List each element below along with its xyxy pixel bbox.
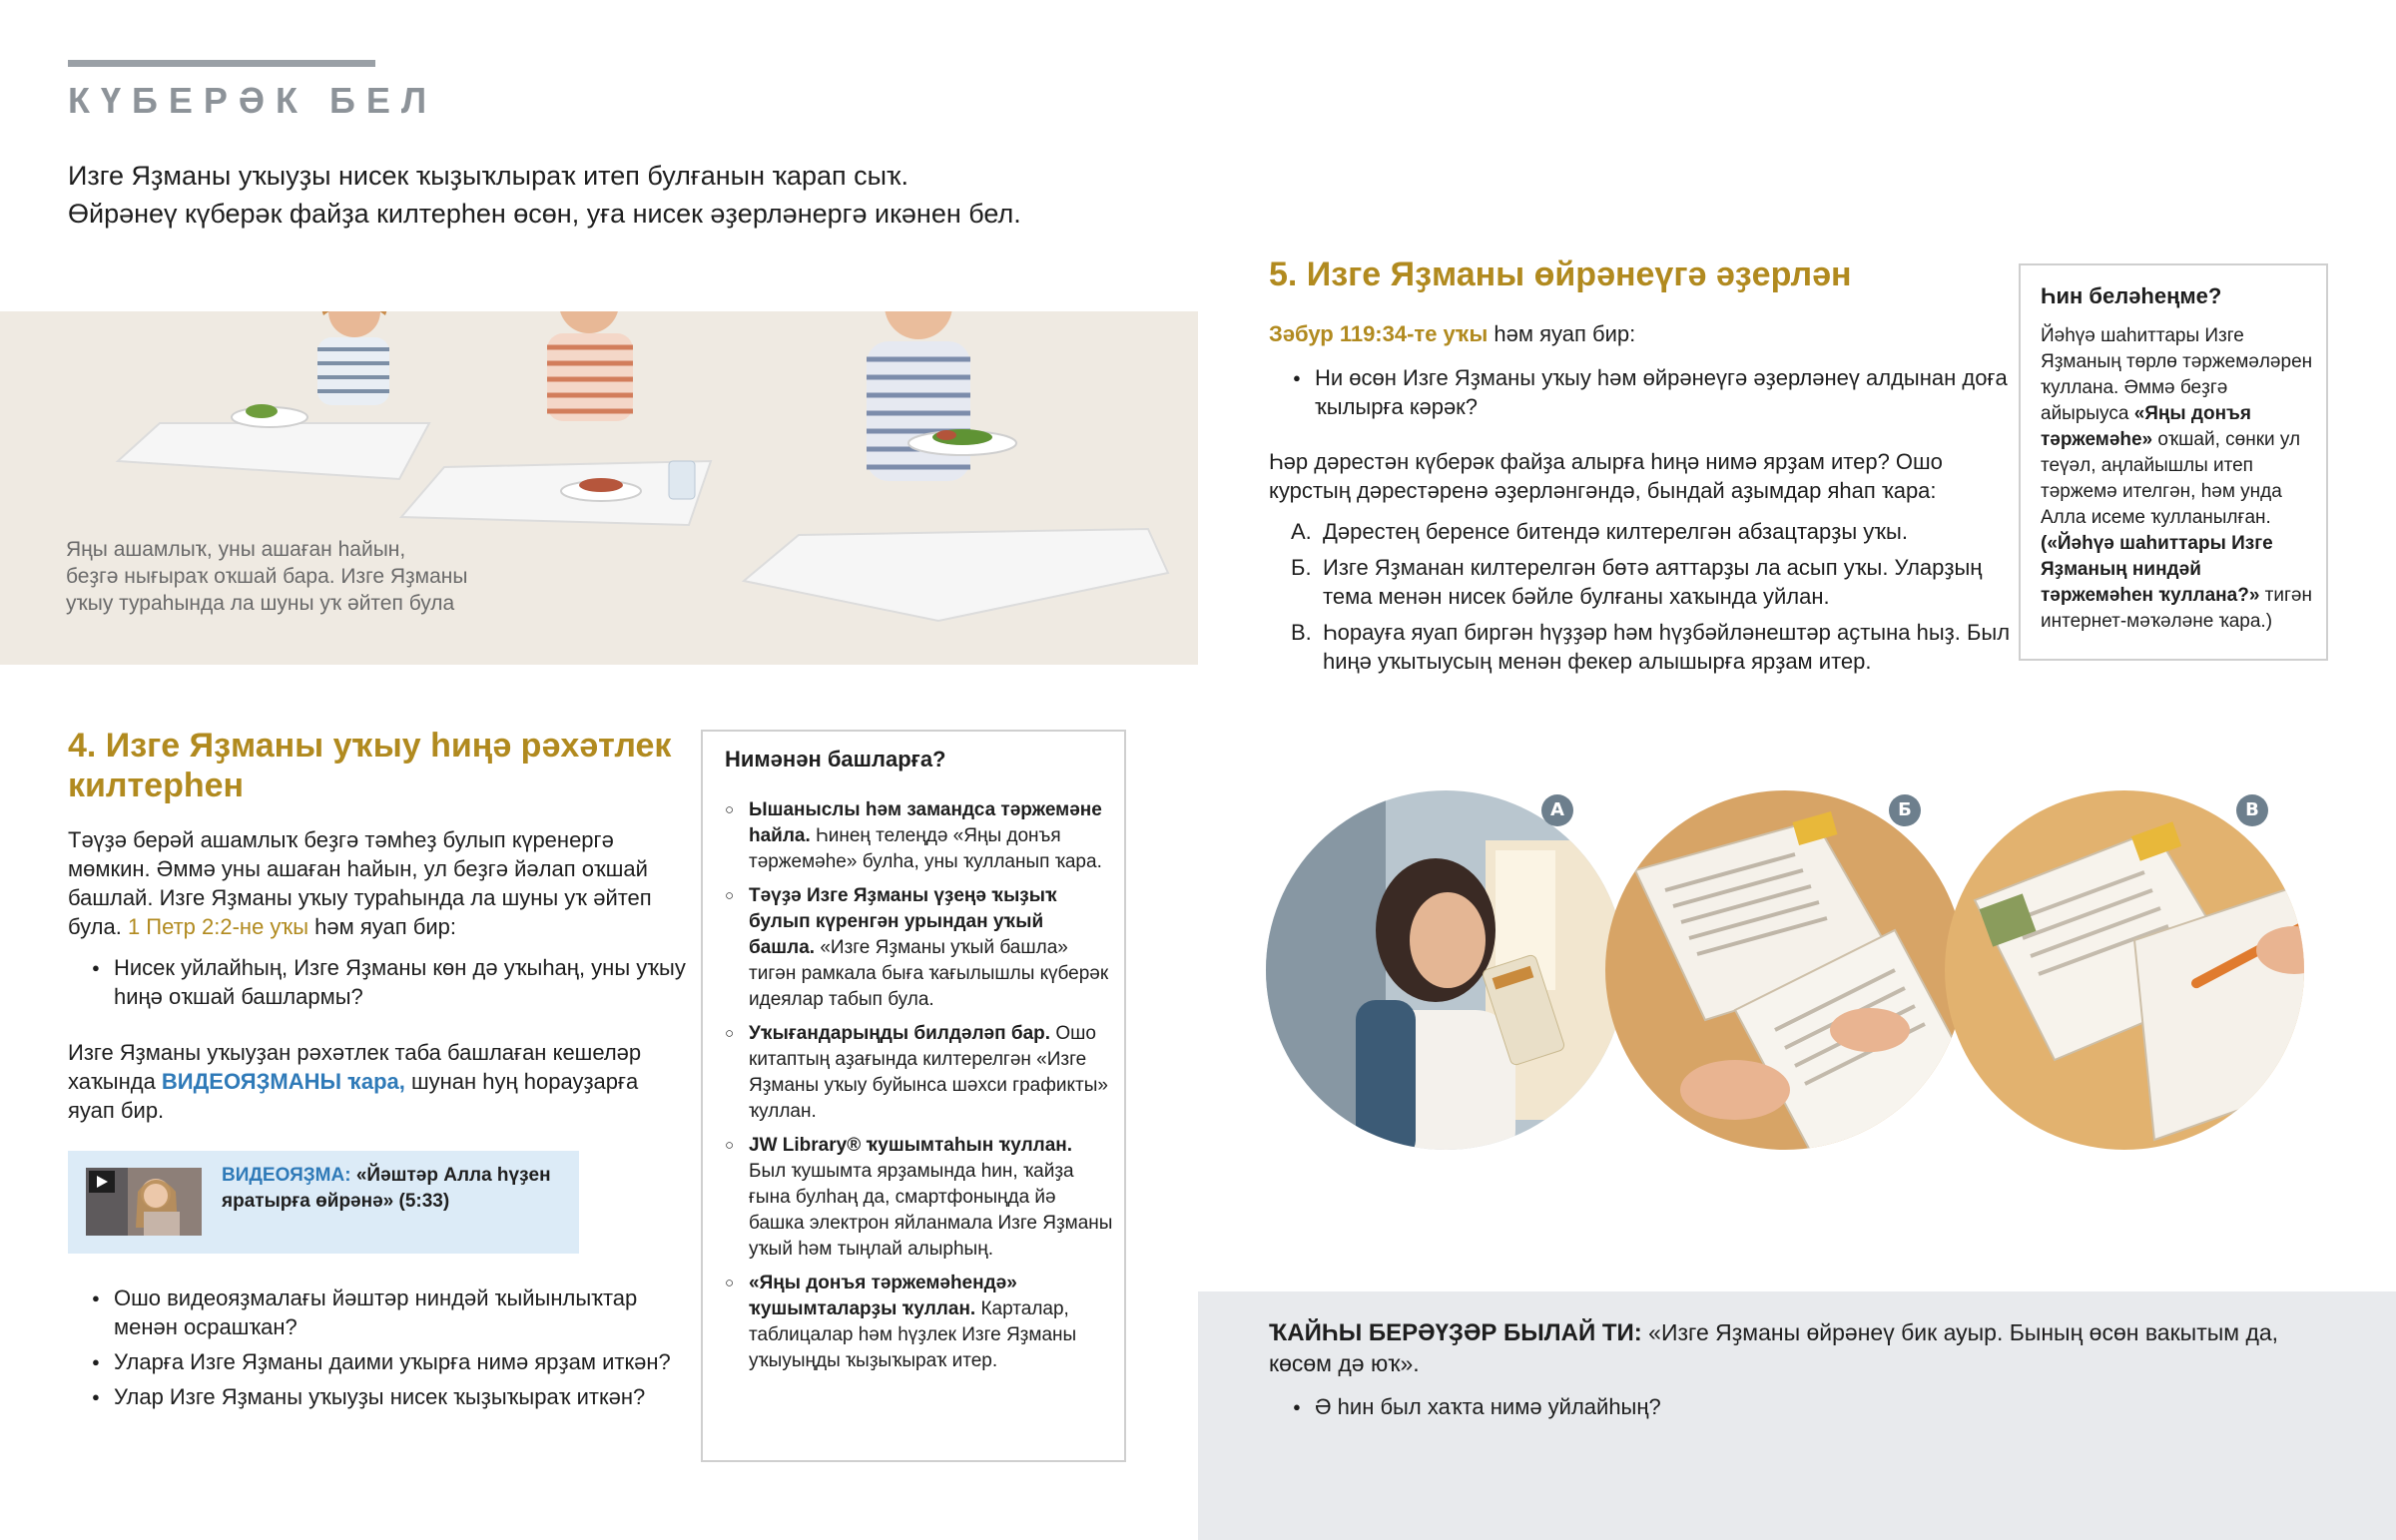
study-steps-circles [1256,780,2344,1160]
list-item-text: Карталар, таблицалар һәм һүҙлек Изге Яҙманы уҡыуыңды ҡыҙыҡыраҡ итер. [749,1298,1077,1371]
section-5-question-list [1269,363,2028,421]
step-item [1269,553,2028,611]
where-to-start-title: Нимәнән башларға? [725,747,946,771]
list-item [725,1133,1114,1263]
objection-question-list [1269,1392,2167,1421]
video-thumbnail-image [86,1168,202,1236]
section-5-paragraph: Һәр дәрестән күберәк файҙа алырға һиңә нимә ярҙам итер? Ошо курстың дәрестәренә әҙерләнгәндә, бындай аҙымдар яһап ҡара: [1269,449,1943,503]
photo-caption [66,536,485,617]
study-steps-illustrations [1256,780,2344,1160]
badge-c: В [2236,794,2268,826]
intro-line-2: Өйрәнеү күберәк файҙа килтерһен өсөн, уға нисек әҙерләнергә икәнен бел. [68,199,1021,229]
list-item: ● Ә һин был хаҡта нимә уйлайһың? [1269,1392,2167,1421]
list-item-bold: Ышаныслы һәм замандса тәржемәне һайла. [749,799,1102,846]
section-5-steps [1269,517,2028,683]
step-item [1269,618,2028,676]
caption-line-1: Яңы ашамлыҡ, уны ашаған һайын, [66,538,406,561]
list-item [725,1271,1114,1374]
list-item: ● Нисек уйлайһың, Изге Яҙманы көн дә уҡыһаң, уны уҡыу һиңә оҡшай башлармы? [68,953,687,1011]
section-4-question-list-1 [68,953,687,1011]
circle-a-girl-reading [1256,780,1635,1160]
step-letter: В. [1291,620,1312,645]
list-item-bold: JW Library® ҡушымтаһын ҡуллан. [749,1135,1073,1156]
circle-b-reading-verses [1605,780,1985,1160]
did-you-know-text-mid: оҡшай, сөнки ул теүәл, аңлайышлы итеп тәржемә ителгән, һәм унда Алла исеме ҡулланылған. [2041,429,2301,528]
caption-line-3: уҡыу тураһында ла шуны уҡ әйтеп була [66,592,455,615]
section-4-question-list-2 [68,1283,687,1417]
objection-quote: «Изге Яҙманы өйрәнеү бик ауыр. Бының өсөн вакытым да, көсөм дә юҡ». [1269,1319,2279,1376]
intro-text [68,157,1216,233]
step-text: Изге Яҙманан килтерелгән бөтә аяттарҙы ла асып уҡы. Уларҙың тема менән нисек бәйле булғаны хаҡында уйлан. [1323,555,1983,609]
video-caption[interactable] [222,1163,561,1215]
intro-line-1: Изге Яҙманы уҡыуҙы нисек ҡыҙыҡлыраҡ итеп булғанын ҡарап сыҡ. [68,161,908,191]
video-label: ВИДЕОЯҘМА: [222,1165,351,1186]
video-title: «Йәштәр Алла һүҙен яратырға өйрәнә» (5:33) [222,1165,551,1212]
step-letter: Б. [1291,555,1312,580]
did-you-know-text [2041,323,2318,635]
section-4-paragraph-1 [68,825,667,941]
section-5-scripture-end: һәм яуап бир: [1488,321,1636,346]
list-item [725,1021,1114,1125]
step-text: Һорауға яуап биргән һүҙҙәр һәм һүҙбәйләнештәр аҫтына һыҙ. Был һиңә уҡытыусың менән фекер алышырға ярҙам итер. [1323,620,2011,674]
section-4-paragraph-1-text: Тәүҙә берәй ашамлыҡ беҙгә тәмһеҙ булып күренергә мөмкин. Әммә уны ашаған һайын, ул беҙгә йәлап оҡшай башлай. Изге Яҙманы уҡыу тураһында ла шуны уҡ әйтеп була. [68,827,652,939]
caption-line-2: беҙгә нығыраҡ оҡшай бара. Изге Яҙманы [66,565,468,588]
badge-b: Б [1889,794,1921,826]
list-item [725,883,1114,1013]
section-4-paragraph-2-end: шунан һуң һорауҙарға яуап бир. [68,1069,639,1123]
list-item: ● Уларға Изге Яҙманы даими уҡырға нимә ярҙам иткән? [68,1347,687,1376]
list-item-bold: Уҡығандарыңды билдәләп бар. [749,1023,1051,1044]
list-item-text: Ошо китаптың аҙағында килтерелгән «Изге Яҙманы уҡыу буйынса шәхси графикты» ҡуллан. [749,1023,1108,1122]
list-item: ● Улар Изге Яҙманы уҡыуҙы нисек ҡыҙыҡыраҡ иткән? [68,1382,687,1411]
list-item-text: Һинең телеңдә «Яңы донъя тәржемәһе» булһа, уны ҡулланып ҡара. [749,825,1102,872]
section-4-paragraph-2 [68,1038,687,1125]
section-5-heading: 5. Изге Яҙманы өйрәнеүгә әҙерлән [1269,256,1852,293]
did-you-know-bold-2: («Йәһүә шаһиттары Изге Яҙманың ниндәй тәржемәһен ҡуллана?» [2041,533,2273,606]
list-item: ● Ни өсөн Изге Яҙманы уҡыу һәм өйрәнеүгә әҙерләнеү алдынан доға ҡылырға кәрәк? [1269,363,2028,421]
circle-c-underlining [1945,780,2332,1160]
list-item-bold: «Яңы донъя тәржемәһендә» ҡушымталарҙы ҡуллан. [749,1273,1017,1319]
section-4-paragraph-2-start: Изге Яҙманы уҡыуҙан рәхәтлек таба башлаған кешеләр хаҡында [68,1040,642,1094]
scripture-link-1-peter[interactable]: 1 Петр 2:2-не уҡы [127,914,309,939]
top-rule [68,60,375,67]
step-text: Дәрестең беренсе битендә килтерелгән абзацтарҙы уҡы. [1323,519,1908,544]
list-item [725,797,1114,875]
section-4-heading: 4. Изге Яҙманы уҡыу һиңә рәхәтлек килтерһен [68,727,672,804]
step-item [1269,517,2028,546]
list-item-text: Был ҡушымта ярҙамында һин, ҡайҙа ғына булһаң да, смартфоныңда йә башка электрон яйланмала Изге Яҙманы уҡый һәм тыңлай алырһың. [749,1161,1113,1260]
scripture-link-psalm[interactable]: Зәбур 119:34-те уҡы [1269,321,1489,346]
where-to-start-list [725,797,1114,1382]
did-you-know-title: Һин беләһеңме? [2041,283,2222,308]
section-5-scripture-line [1269,319,1635,348]
section-4-paragraph-1-end: һәм яуап бир: [308,914,457,939]
video-link[interactable]: ВИДЕОЯҘМАНЫ ҡара, [161,1069,405,1094]
badge-a: А [1541,794,1573,826]
objection-text [1269,1317,2327,1378]
step-letter: А. [1291,519,1312,544]
objection-lead: ҠАЙҺЫ БЕРӘҮҘӘР БЫЛАЙ ТИ: [1269,1319,1642,1346]
did-you-know-text-end: тигән интернет-мәҡәләне ҡара.) [2041,585,2312,632]
did-you-know-text-start: Йәһүә шаһиттары Изге Яҙманың төрлө тәржемәләрен ҡуллана. Әммә беҙгә айырыуса [2041,325,2313,424]
list-item-text: «Изге Яҙманы уҡый башла» тигән рамкала быға ҡағылышлы күберәк идеялар табып була. [749,937,1109,1010]
did-you-know-bold-1: «Яңы донъя тәржемәһе» [2041,403,2251,450]
list-item: ● Ошо видеояҙмалағы йәштәр ниндәй ҡыйынлыҡтар менән осрашҡан? [68,1283,687,1341]
section-title: КҮБЕРӘК БЕЛ [68,80,438,121]
list-item-bold: Тәүҙә Изге Яҙманы үҙеңә ҡыҙыҡ булып күренгән урындан уҡый башла. [749,885,1057,958]
video-thumbnail[interactable] [86,1168,202,1236]
